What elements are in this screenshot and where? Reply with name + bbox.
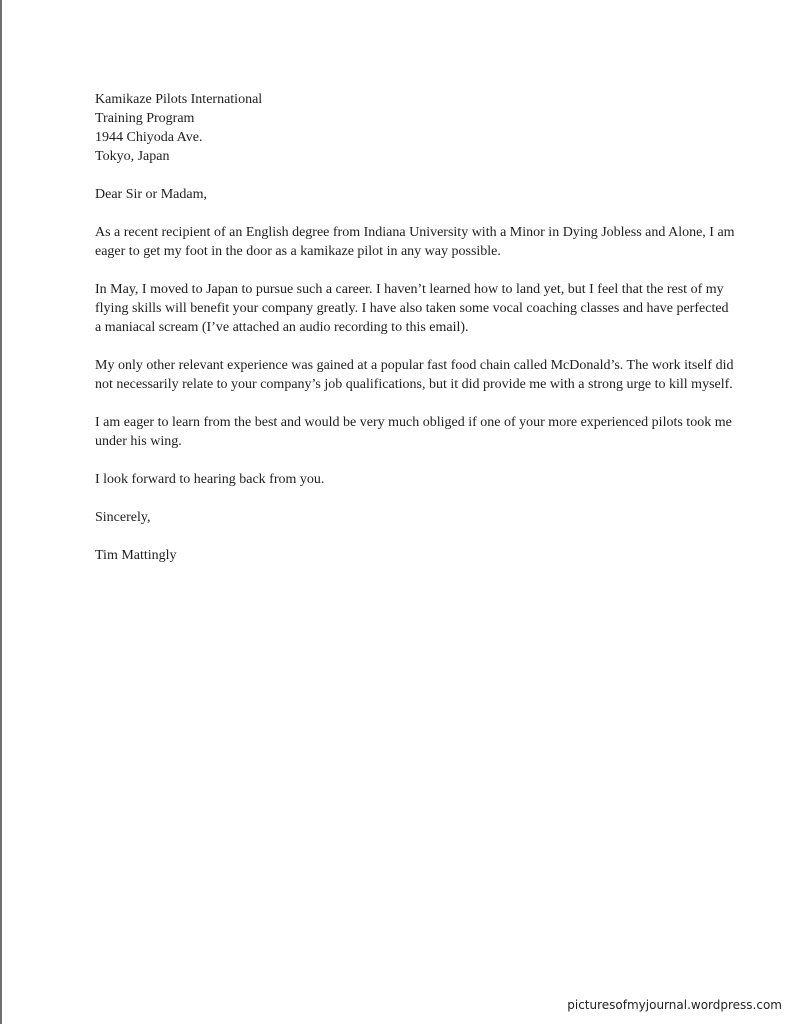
address-line-city: Tokyo, Japan	[95, 149, 170, 164]
address-line-street: 1944 Chiyoda Ave.	[95, 130, 203, 145]
paragraph-experience: My only other relevant experience was gained at a popular fast food chain called McDonald’s. The work itself did not necessarily relate to your company’s job qualifications, but it did provide me with a strong urge to kill myself.	[95, 358, 734, 392]
address-line-department: Training Program	[95, 111, 195, 126]
page-edge-line	[0, 0, 2, 1024]
paragraph-skills: In May, I moved to Japan to pursue such a career. I haven’t learned how to land yet, but I feel that the rest of my flying skills will benefit your company greatly. I have also taken some vocal coaching classes and have perfected a maniacal scream (I’ve attached an audio recording to this email).	[95, 282, 729, 335]
paragraph-mentorship: I am eager to learn from the best and would be very much obliged if one of your more experienced pilots took me under his wing.	[95, 415, 732, 449]
salutation: Dear Sir or Madam,	[95, 187, 207, 202]
letter-body	[95, 90, 735, 565]
paragraph-closing-remark: I look forward to hearing back from you.	[95, 472, 325, 487]
paragraph-intro: As a recent recipient of an English degree from Indiana University with a Minor in Dying Jobless and Alone, I am eager to get my foot in the door as a kamikaze pilot in any way possible.	[95, 225, 735, 259]
source-watermark: picturesofmyjournal.wordpress.com	[567, 998, 782, 1012]
address-line-organization: Kamikaze Pilots International	[95, 92, 263, 107]
signature: Tim Mattingly	[95, 548, 177, 563]
recipient-address	[95, 90, 735, 166]
closing: Sincerely,	[95, 510, 151, 525]
